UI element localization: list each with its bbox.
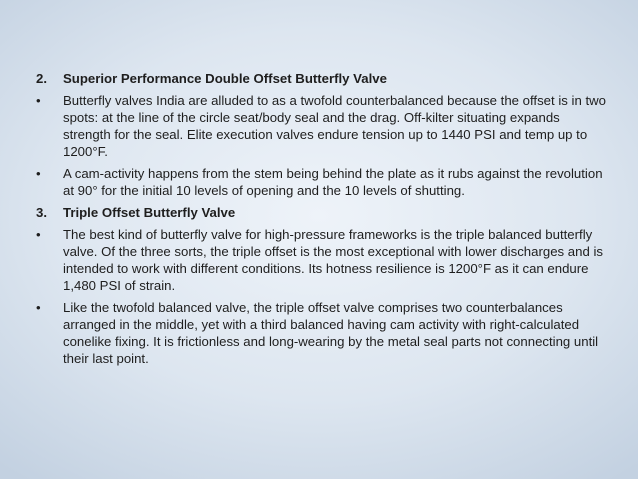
bullet-icon: • bbox=[36, 166, 41, 181]
bullet-item bbox=[36, 299, 606, 367]
bullet-icon: • bbox=[36, 227, 41, 242]
heading-number: 2. bbox=[36, 71, 47, 86]
heading-double-offset bbox=[36, 70, 606, 87]
bullet-text: A cam-activity happens from the stem being behind the plate as it rubs against the revolution at 90° for the initial 10 levels of opening and the 10 levels of shutting. bbox=[63, 166, 603, 198]
slide-content bbox=[36, 70, 606, 372]
bullet-text: The best kind of butterfly valve for high-pressure frameworks is the triple balanced butterfly valve. Of the three sorts, the triple offset is the most exceptional with lower discharges and is intended to work with different conditions. Its hotness resilience is 1200°F as it can endure 1,480 PSI of strain. bbox=[63, 227, 603, 293]
bullet-text: Like the twofold balanced valve, the triple offset valve comprises two counterbalances arranged in the middle, yet with a third balanced having cam activity with right-calculated conelike fixing. It is frictionless and long-wearing by the metal seal parts not connecting until their last point. bbox=[63, 300, 599, 366]
bullet-item bbox=[36, 165, 606, 199]
heading-triple-offset bbox=[36, 204, 606, 221]
bullet-item bbox=[36, 226, 606, 294]
heading-text: Triple Offset Butterfly Valve bbox=[63, 205, 236, 220]
bullet-icon: • bbox=[36, 300, 41, 315]
bullet-item bbox=[36, 92, 606, 160]
heading-number: 3. bbox=[36, 205, 47, 220]
heading-text: Superior Performance Double Offset Butterfly Valve bbox=[63, 71, 387, 86]
bullet-text: Butterfly valves India are alluded to as a twofold counterbalanced because the offset is in two spots: at the line of the circle seat/body seal and the drag. Off-kilter situating expands strength for the seal. Elite execution valves endure tension up to 1440 PSI and temp up to 1200°F. bbox=[63, 93, 606, 159]
bullet-icon: • bbox=[36, 93, 41, 108]
